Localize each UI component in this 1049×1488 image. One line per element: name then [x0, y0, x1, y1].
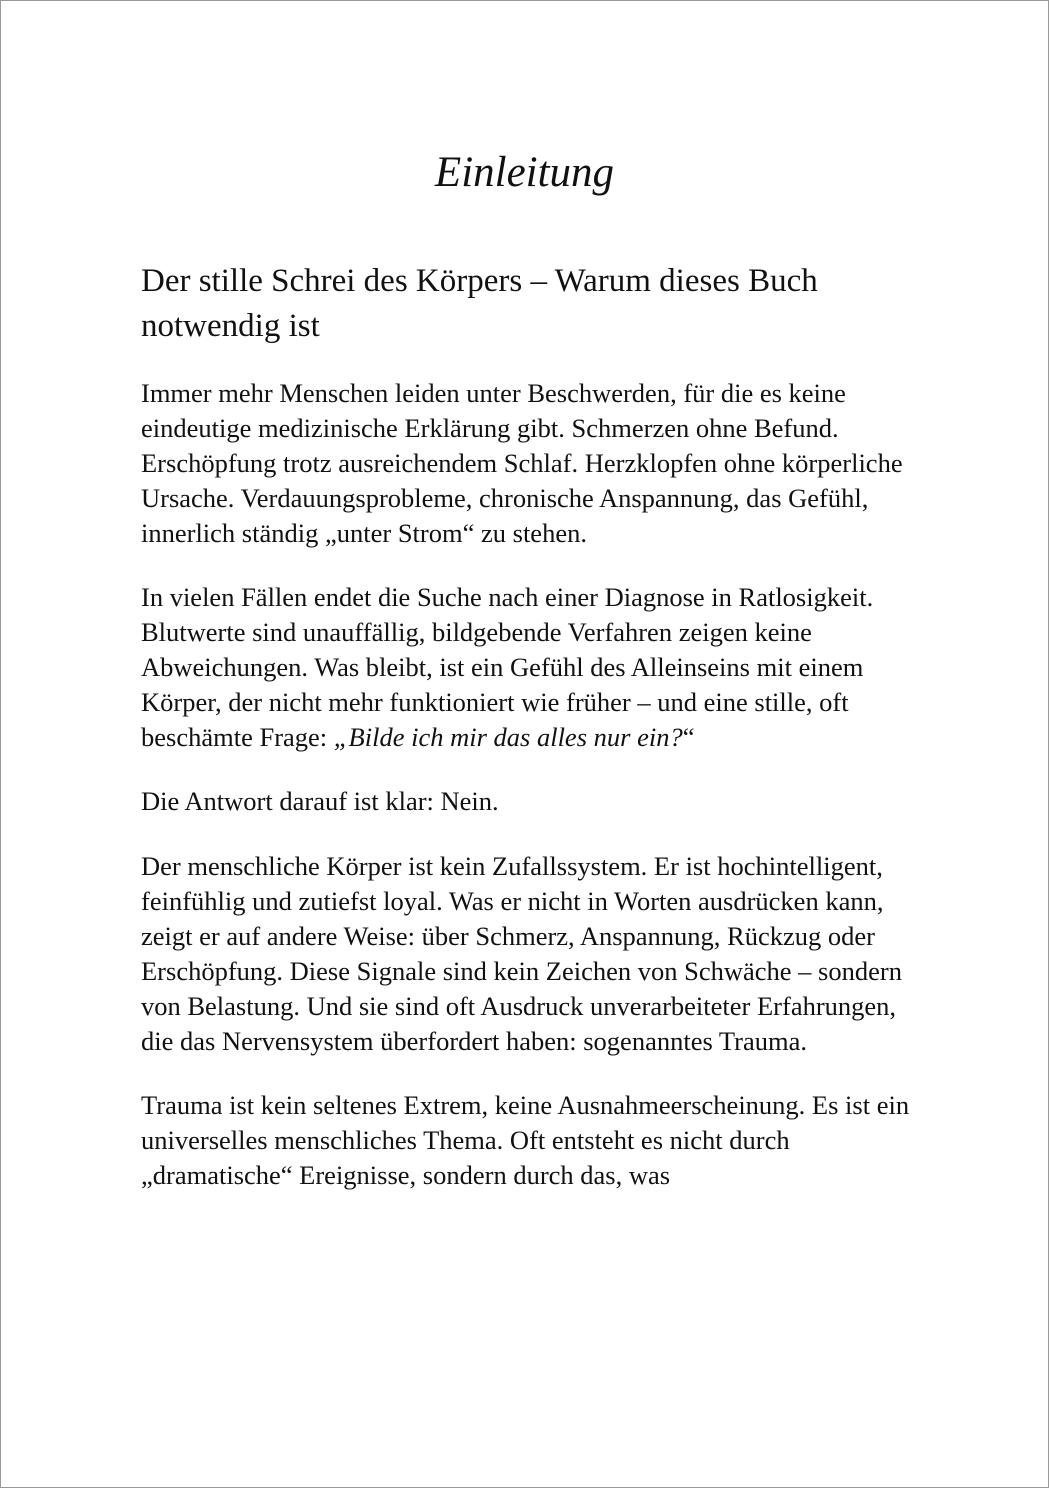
- body-text: [141, 376, 921, 1222]
- paragraph-1: Immer mehr Menschen leiden unter Beschwerden, für die es keine eindeutige medizinische Erklärung gibt. Schmerzen ohne Befund. Erschöpfung trotz ausreichendem Schlaf. Herzklopfen ohne körperliche Ursache. Verdauungsprobleme, chronische Anspannung, das Gefühl, innerlich ständig „unter Strom“ zu stehen.: [141, 378, 903, 548]
- paragraph-2-text: In vielen Fällen endet die Suche nach einer Diagnose in Ratlosigkeit. Blutwerte sind unauffällig, bildgebende Verfahren zeigen keine Abweichungen. Was bleibt, ist ein Gefühl des Alleinseins mit einem Körper, der nicht mehr funktioniert wie früher – und eine stille, oft beschämte Frage:: [141, 582, 874, 752]
- chapter-title: Einleitung: [434, 149, 615, 196]
- paragraph-4: Der menschliche Körper ist kein Zufallssystem. Er ist hochintelligent, feinfühlig und zutiefst loyal. Was er nicht in Worten ausdrücken kann, zeigt er auf andere Weise: über Schmerz, Anspannung, Rückzug oder Erschöpfung. Diese Signale sind kein Zeichen von Schwäche – sondern von Belastung. Und sie sind oft Ausdruck unverarbeiteter Erfahrungen, die das Nervensystem überfordert haben: sogenanntes Trauma.: [141, 851, 902, 1056]
- paragraph-5: Trauma ist kein seltenes Extrem, keine Ausnahmeerscheinung. Es ist ein universelles menschliches Thema. Oft entsteht es nicht durch „dramatische“ Ereignisse, sondern durch das, was: [141, 1090, 910, 1190]
- paragraph-2: [141, 580, 921, 755]
- section-heading: Der stille Schrei des Körpers – Warum dieses Buch notwendig ist: [141, 263, 818, 344]
- paragraph-3: Die Antwort darauf ist klar: Nein.: [141, 786, 499, 816]
- paragraph-2-closing-quote: “: [682, 722, 695, 752]
- paragraph-2-quote: „Bilde ich mir das alles nur ein?: [333, 722, 683, 752]
